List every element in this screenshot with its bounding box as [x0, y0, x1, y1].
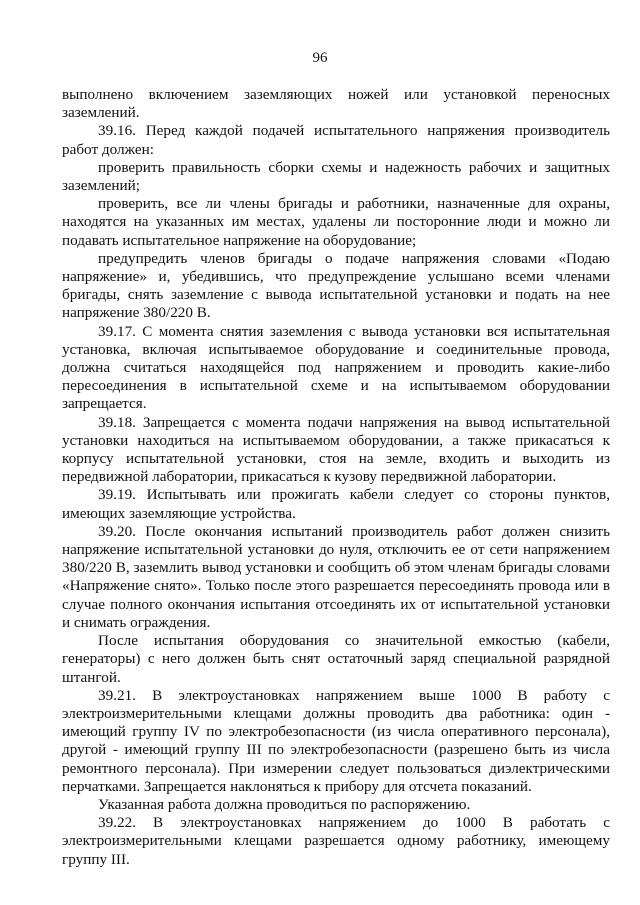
paragraph-residual-charge: После испытания оборудования со значительной емкостью (кабели, генераторы) с него должен быть снят остаточный заряд специальной разрядной штангой. — [62, 632, 610, 686]
paragraph-check-assembly: проверить правильность сборки схемы и надежность рабочих и защитных заземлений; — [62, 158, 610, 195]
paragraph-39-19: 39.19. Испытывать или прожигать кабели следует со стороны пунктов, имеющих заземляющие устройства. — [62, 486, 610, 522]
paragraph-39-20: 39.20. После окончания испытаний производитель работ должен снизить напряжение испытательной установки до нуля, отключить ее от сети напряжением 380/220 В, заземлить вывод установки и сообщить об этом членам бригады словами «Напряжение снято». Только после этого разрешается пересоединять провода или в случае полного окончания испытания отсоединять их от испытательной установки и снимать ограждения. — [62, 522, 610, 631]
paragraph-by-order: Указанная работа должна проводиться по распоряжению. — [98, 795, 471, 813]
paragraph-continuation: выполнено включением заземляющих ножей или установкой переносных заземлений. — [62, 86, 610, 122]
paragraph-39-16: 39.16. Перед каждой подачей испытательного напряжения производитель работ должен: — [62, 122, 610, 158]
paragraph-39-18: 39.18. Запрещается с момента подачи напряжения на вывод испытательной установки находиться на испытываемом оборудовании, а также прикасаться к корпусу испытательной установки, стоя на земле, входить и выходить из передвижной лаборатории, прикасаться к кузову передвижной лаборатории. — [62, 413, 610, 486]
paragraph-39-22: 39.22. В электроустановках напряжением до 1000 В работать с электроизмерительными клещами разрешается одному работнику, имеющему группу III. — [62, 814, 610, 868]
page-number: 96 — [312, 50, 328, 66]
paragraph-warn-brigade: предупредить членов бригады о подаче напряжения словами «Подаю напряжение» и, убедившись, что предупреждение услышано всеми членами бригады, снять заземление с вывода испытательной установки и подать на нее напряжение 380/220 В. — [62, 249, 610, 322]
paragraph-39-21: 39.21. В электроустановках напряжением выше 1000 В работу с электроизмерительными клещами должны проводить два работника: один - имеющий группу IV по электробезопасности (из числа оперативного персонала), другой - имеющий группу III по электробезопасности (разрешено быть из числа ремонтного персонала). При измерении следует пользоваться диэлектрическими перчатками. Запрещается наклоняться к прибору для отсчета показаний. — [62, 686, 610, 795]
document-body — [62, 86, 610, 869]
paragraph-check-brigade: проверить, все ли члены бригады и работники, назначенные для охраны, находятся на указанных им местах, удалены ли посторонние люди и можно ли подавать испытательное напряжение на оборудование; — [62, 195, 610, 249]
paragraph-39-17: 39.17. С момента снятия заземления с вывода установки вся испытательная установка, включая испытываемое оборудование и соединительные провода, должна считаться находящейся под напряжением и проводить какие-либо пересоединения в испытательной схеме и на испытываемом оборудовании запрещается. — [62, 322, 610, 413]
